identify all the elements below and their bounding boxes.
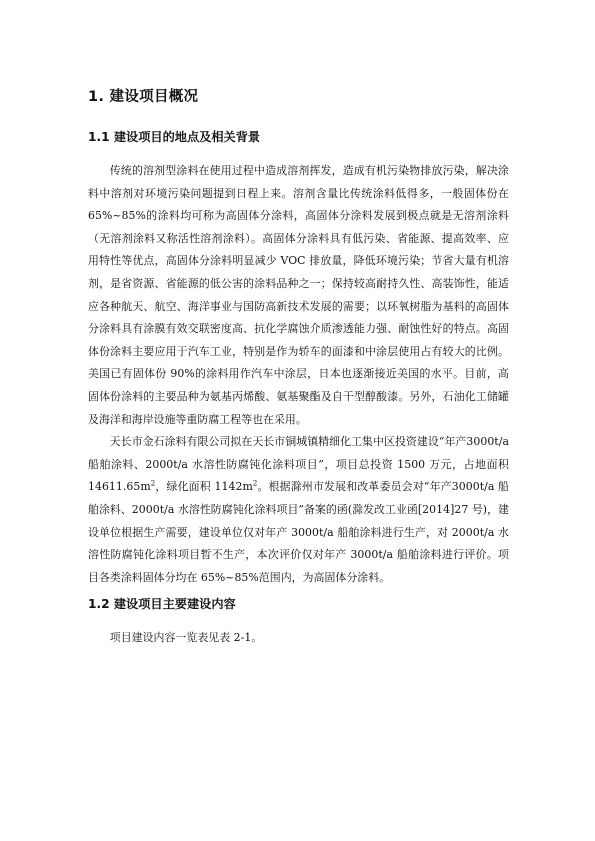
page-content bbox=[88, 87, 509, 650]
paragraph-text-segment: 。根据滁州市发展和改革委员会对“年产3000t/a 船舶涂料、2000t/a 水溶性防腐钝化涂料项目”备案的函(滁发改工业函[2014]27 号)，建设单位根据生产需要，建设单位仅对年产 3000t/a 船舶涂料进行生产，对 2000t/a 水溶性防腐钝化涂料项目暂不生产，本次评价仅对年产 3000t/a 船舶涂料进行评价。项目各类涂料固体分均在 65%~85%范围内，为高固体分涂料。 bbox=[88, 480, 509, 584]
paragraph-table-reference: 项目建设内容一览表见表 2-1。 bbox=[109, 631, 263, 645]
paragraph-high-solid-coatings-background: 传统的溶剂型涂料在使用过程中造成溶剂挥发，造成有机污染物排放污染，解决涂料中溶剂对环境污染问题提到日程上来。溶剂含量比传统涂料低得多，一般固体份在 65%~85%的涂料均可称为高固体分涂料，高固体分涂料发展到极点就是无溶剂涂料（无溶剂涂料又称活性溶剂涂料）。高固体分涂料具有低污染、省能源、提高效率、应用特性等优点，高固体分涂料明显减少 VOC 排放量，降低环境污染；节省大量有机溶剂，是省资源、省能源的低公害的涂料品种之一；保持较高耐持久性、高装饰性，能适应各种航天、航空、海洋事业与国防高新技术发展的需要；以环氧树脂为基料的高固体分涂料具有涂膜有效交联密度高、抗化学腐蚀介质渗透能力强、耐蚀性好的特点。高固体份涂料主要应用于汽车工业，特别是作为轿车的面漆和中涂层使用占有较大的比例。美国已有固体份 90%的涂料用作汽车中涂层，日本也逐渐接近美国的水平。目前，高固体份涂料的主要品种为氨基丙烯酸、氨基聚酯及自干型醇酸漆。另外，石油化工储罐及海洋和海岸设施等重防腐工程等也在采用。 bbox=[88, 164, 509, 426]
superscript-square-meter: 2 bbox=[150, 479, 156, 488]
subsection-heading-location-background: 1.1 建设项目的地点及相关背景 bbox=[88, 130, 261, 144]
subsection-heading-construction-content: 1.2 建设项目主要建设内容 bbox=[88, 597, 236, 612]
paragraph-text-segment: ，绿化面积 1142m bbox=[155, 480, 253, 494]
superscript-square-meter: 2 bbox=[252, 479, 258, 488]
section-heading: 1. 建设项目概况 bbox=[88, 89, 199, 105]
paragraph-text-segment: 天长市金石涂料有限公司拟在天长市铜城镇精细化工集中区投资建设“年产3000t/a 船舶涂料、2000t/a 水溶性防腐钝化涂料项目”，项目总投资 1500 万元，占地面积 14611.65m bbox=[88, 435, 509, 494]
paragraph-project-overview bbox=[88, 431, 509, 589]
